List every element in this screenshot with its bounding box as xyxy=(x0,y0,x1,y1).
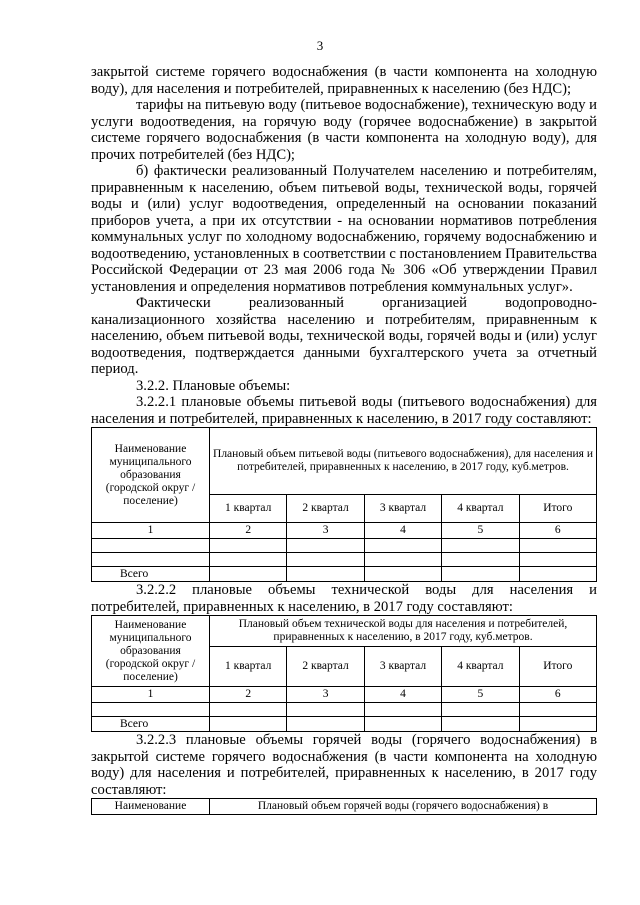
column-number: 2 xyxy=(210,687,287,703)
table-header-planned-volume: Плановый объем питьевой воды (питьевого водоснабжения), для населения и потребителей, приравненных к населению, в 2017 году, куб.метров. xyxy=(210,428,597,495)
column-header: 4 квартал xyxy=(442,495,519,523)
column-number: 5 xyxy=(442,687,519,703)
table-cell xyxy=(519,539,596,553)
table-row xyxy=(92,539,597,553)
column-number: 2 xyxy=(210,523,287,539)
table-cell xyxy=(364,703,441,717)
table-header-planned-volume: Плановый объем горячей воды (горячего водоснабжения) в xyxy=(210,799,597,815)
column-header: 4 квартал xyxy=(442,647,519,687)
table-header-municipality: Наименование муниципального образования (городской округ / поселение) xyxy=(92,616,210,687)
column-number: 6 xyxy=(519,523,596,539)
column-header: 2 квартал xyxy=(287,495,364,523)
total-label: Всего xyxy=(92,717,210,732)
column-header: 3 квартал xyxy=(364,647,441,687)
table-cell xyxy=(442,717,519,732)
table-cell xyxy=(364,567,441,582)
total-label: Всего xyxy=(92,567,210,582)
paragraph-actual-volume: Фактически реализованный организацией водопроводно-канализационного хозяйства населению и потребителям, приравненным к населению, объем питьевой воды, технической воды, горячей воды и (или) услуг водоотведения, подтверждается данными бухгалтерского учета за отчетный период. xyxy=(91,295,597,377)
table-cell xyxy=(92,703,210,717)
table-cell xyxy=(210,553,287,567)
table-cell xyxy=(519,717,596,732)
table-cell xyxy=(287,703,364,717)
table-technical-water xyxy=(91,615,597,732)
table-cell xyxy=(92,539,210,553)
table-cell xyxy=(210,703,287,717)
table-cell xyxy=(519,703,596,717)
paragraph-3-2-2-1: 3.2.2.1 плановые объемы питьевой воды (питьевого водоснабжения) для населения и потребителей, приравненных к населению, в 2017 году составляют: xyxy=(91,394,597,427)
table-header-municipality: Наименование xyxy=(92,799,210,815)
table-cell xyxy=(519,553,596,567)
table-cell xyxy=(442,703,519,717)
column-header: 1 квартал xyxy=(210,495,287,523)
table-cell xyxy=(364,553,441,567)
table-header-municipality: Наименование муниципального образования (городской округ / поселение) xyxy=(92,428,210,523)
column-number: 1 xyxy=(92,523,210,539)
table-cell xyxy=(364,539,441,553)
table-cell xyxy=(210,539,287,553)
table-cell xyxy=(287,553,364,567)
table-total-row xyxy=(92,567,597,582)
section-heading-planned-volumes: 3.2.2. Плановые объемы: xyxy=(136,377,291,394)
table-cell xyxy=(210,717,287,732)
table-cell xyxy=(364,717,441,732)
table-row xyxy=(92,553,597,567)
table-total-row xyxy=(92,717,597,732)
paragraph-3-2-2-2: 3.2.2.2 плановые объемы технической воды для населения и потребителей, приравненных к населению, в 2017 году составляют: xyxy=(91,582,597,615)
page-number: 3 xyxy=(316,38,324,53)
table-cell xyxy=(519,567,596,582)
table-cell xyxy=(287,539,364,553)
paragraph-continuation: закрытой системе горячего водоснабжения (в части компонента на холодную воду), для населения и потребителей, приравненных к населению (без НДС); xyxy=(91,64,597,97)
table-row xyxy=(92,703,597,717)
paragraph-tariffs: тарифы на питьевую воду (питьевое водоснабжение), техническую воду и услуги водоотведения, на горячую воду (горячее водоснабжение) в закрытой системе горячего водоснабжения (в части компонента на холодную воду), для прочих потребителей (без НДС); xyxy=(91,97,597,163)
paragraph-3-2-2-3: 3.2.2.3 плановые объемы горячей воды (горячего водоснабжения) в закрытой системе горячего водоснабжения (в части компонента на холодную воду) для населения и потребителей, приравненных к населению, в 2017 году составляют: xyxy=(91,732,597,798)
column-number: 4 xyxy=(364,687,441,703)
table-cell xyxy=(442,553,519,567)
paragraph-item-b: б) фактически реализованный Получателем населению и потребителям, приравненным к населению, объем питьевой воды, технической воды, горячей воды и (или) услуг водоотведения, определенный на основании показаний приборов учета, а при их отсутствии - на основании нормативов потребления коммунальных услуг по холодному водоснабжению, горячему водоснабжению и водоотведению, установленных в соответствии с постановлением Правительства Российской Федерации от 23 мая 2006 года № 306 «Об утверждении Правил установления и определения нормативов потребления коммунальных услуг». xyxy=(91,163,597,295)
column-header: 1 квартал xyxy=(210,647,287,687)
table-cell xyxy=(442,539,519,553)
document-body xyxy=(91,64,597,815)
column-header: Итого xyxy=(519,647,596,687)
column-number: 3 xyxy=(287,687,364,703)
column-header: Итого xyxy=(519,495,596,523)
table-cell xyxy=(287,567,364,582)
table-cell xyxy=(92,553,210,567)
table-cell xyxy=(210,567,287,582)
column-number: 3 xyxy=(287,523,364,539)
column-header: 2 квартал xyxy=(287,647,364,687)
table-drinking-water xyxy=(91,427,597,582)
table-hot-water xyxy=(91,798,597,815)
table-cell xyxy=(287,717,364,732)
column-number: 6 xyxy=(519,687,596,703)
table-cell xyxy=(442,567,519,582)
column-number: 4 xyxy=(364,523,441,539)
table-header-planned-volume: Плановый объем технической воды для населения и потребителей, приравненных к населению, в 2017 году, куб.метров. xyxy=(210,616,597,647)
column-number: 1 xyxy=(92,687,210,703)
column-number: 5 xyxy=(442,523,519,539)
column-header: 3 квартал xyxy=(364,495,441,523)
